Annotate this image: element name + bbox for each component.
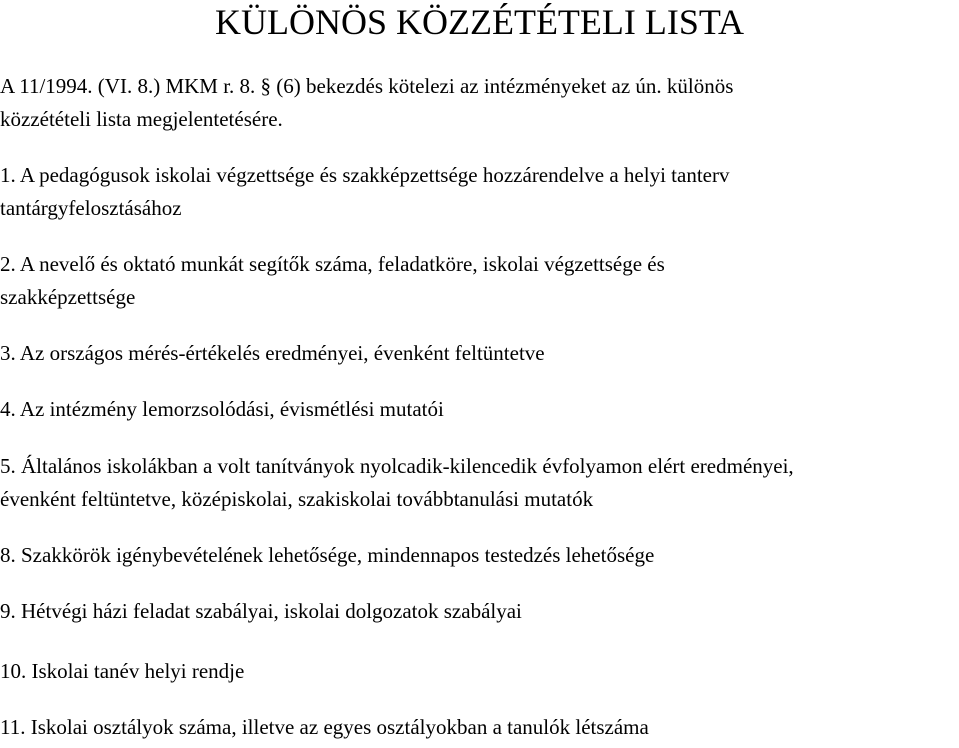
list-item-line: 1. A pedagógusok iskolai végzettsége és szakképzettsége hozzárendelve a helyi tanterv bbox=[0, 163, 730, 187]
list-item-line: évenként feltüntetve, középiskolai, szakiskolai továbbtanulási mutatók bbox=[0, 487, 594, 511]
list-item-line: 4. Az intézmény lemorzsolódási, évismétlési mutatói bbox=[0, 397, 444, 421]
list-item-line: 11. Iskolai osztályok száma, illetve az egyes osztályokban a tanulók létszáma bbox=[0, 715, 649, 739]
list-item-line: 3. Az országos mérés-értékelés eredményei, évenként feltüntetve bbox=[0, 341, 545, 365]
list-item-line: 10. Iskolai tanév helyi rendje bbox=[0, 659, 245, 683]
list-item-3 bbox=[0, 337, 959, 370]
list-item-1 bbox=[0, 159, 959, 225]
document-title: KÜLÖNÖS KÖZZÉTÉTELI LISTA bbox=[214, 2, 744, 42]
list-item-line: 2. A nevelő és oktató munkát segítők száma, feladatköre, iskolai végzettsége és bbox=[0, 252, 665, 276]
intro-paragraph bbox=[0, 70, 959, 136]
list-item-5 bbox=[0, 450, 959, 516]
list-item-line: szakképzettsége bbox=[0, 285, 136, 309]
intro-line: A 11/1994. (VI. 8.) MKM r. 8. § (6) bekezdés kötelezi az intézményeket az ún. különös bbox=[0, 74, 734, 98]
intro-line: közzétételi lista megjelentetésére. bbox=[0, 107, 283, 131]
list-item-10 bbox=[0, 655, 959, 688]
list-item-9 bbox=[0, 595, 959, 628]
list-item-line: 8. Szakkörök igénybevételének lehetősége, mindennapos testedzés lehetősége bbox=[0, 543, 655, 567]
list-item-4 bbox=[0, 393, 959, 426]
list-item-11 bbox=[0, 711, 959, 744]
list-item-line: tantárgyfelosztásához bbox=[0, 196, 182, 220]
list-item-8 bbox=[0, 539, 959, 572]
list-item-2 bbox=[0, 248, 959, 314]
list-item-line: 9. Hétvégi házi feladat szabályai, iskolai dolgozatok szabályai bbox=[0, 599, 522, 623]
list-item-line: 5. Általános iskolákban a volt tanítványok nyolcadik-kilencedik évfolyamon elért eredményei, bbox=[0, 454, 794, 478]
